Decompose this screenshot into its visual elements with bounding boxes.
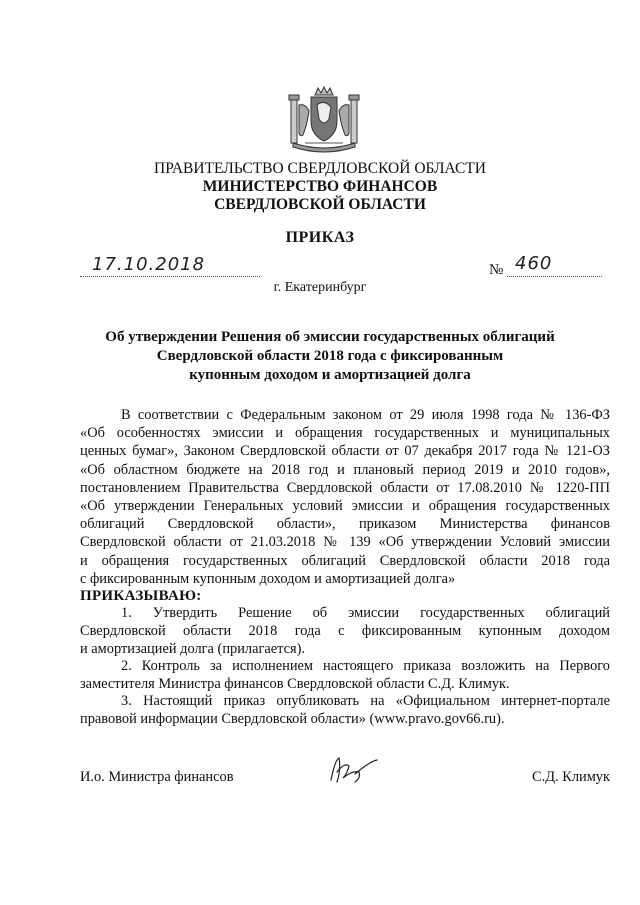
order-item-1 xyxy=(80,604,610,659)
item-line: 2. Контроль за исполнением настоящего приказа возложить на Первого xyxy=(121,658,610,674)
order-item-3 xyxy=(80,692,610,728)
preamble-line: В соответствии с Федеральным законом от 29 июля 1998 года № 136-ФЗ xyxy=(121,407,610,423)
preamble-line: ценных бумаг», Законом Свердловской области от 07 декабря 2017 года № 121-ОЗ xyxy=(80,443,610,460)
preamble-line: облигаций Свердловской области», приказом Министерства финансов xyxy=(80,516,610,533)
coat-of-arms-emblem xyxy=(285,85,363,153)
item-line: Свердловской области 2018 года с фиксированным купонным доходом xyxy=(80,623,610,640)
city: г. Екатеринбург xyxy=(273,280,367,295)
number-label: № xyxy=(489,262,504,278)
preamble-line: с фиксированным купонным доходом и амортизацией долга» xyxy=(80,570,456,587)
handwritten-signature xyxy=(325,752,385,790)
subject-line: Об утверждении Решения об эмиссии государственных облигаций xyxy=(105,329,555,345)
preamble-line: постановлением Правительства Свердловской области от 17.08.2010 № 1220-ПП xyxy=(80,479,610,496)
order-subject xyxy=(80,328,580,385)
order-number: 460 xyxy=(515,253,553,274)
order-date: 17.10.2018 xyxy=(92,254,206,275)
preamble-line: «Об утверждении Генеральных условий эмиссии и обращения государственных xyxy=(80,498,610,515)
preamble-line: Свердловской области от 21.03.2018 № 139 «Об утверждении Условий эмиссии xyxy=(80,534,610,551)
subject-line: купонным доходом и амортизацией долга xyxy=(189,367,471,383)
item-line: правовой информации Свердловской области» (www.pravo.gov66.ru). xyxy=(80,711,505,728)
government-name: ПРАВИТЕЛЬСТВО СВЕРДЛОВСКОЙ ОБЛАСТИ xyxy=(154,160,486,177)
order-title: ПРИКАЗ xyxy=(285,229,355,246)
item-line: заместителя Министра финансов Свердловской области С.Д. Климук. xyxy=(80,676,510,693)
number-underline xyxy=(507,276,602,277)
item-line: 3. Настоящий приказ опубликовать на «Официальном интернет-портале xyxy=(121,693,610,709)
preamble-line: «Об особенностях эмиссии и обращения государственных и муниципальных xyxy=(80,425,610,442)
ministry-region: СВЕРДЛОВСКОЙ ОБЛАСТИ xyxy=(214,196,426,213)
signatory-position: И.о. Министра финансов xyxy=(80,769,234,785)
preamble-paragraph xyxy=(80,406,610,588)
preamble-line: и обращения государственных облигаций Свердловской области 2018 года xyxy=(80,552,610,569)
item-line: 1. Утвердить Решение об эмиссии государственных облигаций xyxy=(121,605,610,621)
subject-line: Свердловской области 2018 года с фиксированным xyxy=(156,348,504,364)
ministry-name: МИНИСТЕРСТВО ФИНАНСОВ xyxy=(202,178,438,195)
order-item-2 xyxy=(80,657,610,693)
order-word: ПРИКАЗЫВАЮ: xyxy=(80,588,202,604)
item-line: и амортизацией долга (прилагается). xyxy=(80,641,306,658)
signatory-name: С.Д. Климук xyxy=(532,769,610,785)
preamble-line: «Об областном бюджете на 2018 год и плановый период 2019 и 2010 годов», xyxy=(80,461,610,478)
date-underline xyxy=(80,276,260,277)
